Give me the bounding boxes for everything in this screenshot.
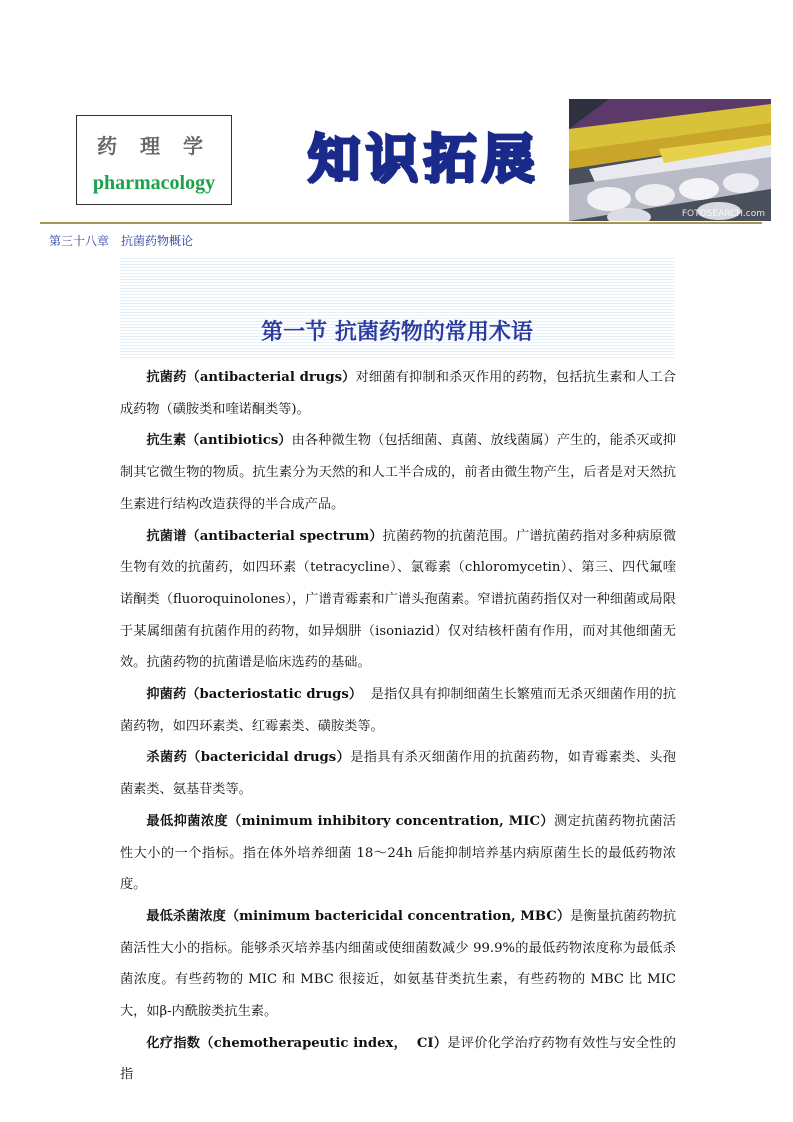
paragraph-text: 是评价化学治疗药物有效性与安全性的指 <box>120 1035 676 1083</box>
paragraph-text: 对细菌有抑制和杀灭作用的药物，包括抗生素和人工合成药物（磺胺类和喹诺酮类等)。 <box>120 370 676 417</box>
paragraph-antibacterial-spectrum <box>120 521 676 680</box>
paragraph-text: 是指仅具有抑制细菌生长繁殖而无杀灭细菌作用的抗菌药物，如四环素类、红霉素类、磺胺类等。 <box>120 687 676 734</box>
header-photo <box>569 99 771 221</box>
term-label: 最低抑菌浓度（minimum inhibitory concentration, MIC） <box>146 813 554 829</box>
paragraph-text: 抗菌药物的抗菌范围。广谱抗菌药指对多种病原微生物有效的抗菌药，如四环素（tetracycline）、氯霉素（chloromycetin）、第三、四代氟喹诺酮类（fluoroquinolones），广谱青霉素和广谱头孢菌素。窄谱抗菌药指仅对一种细菌或局限于某属细菌有抗菌作用的药物，如异烟肼（isoniazid）仅对结核杆菌有作用，而对其他细菌无效。抗菌药物的抗菌谱是临床选药的基础。 <box>120 528 677 671</box>
logo-chinese-title: 药 理 学 <box>97 134 211 158</box>
paragraph-text: 是指具有杀灭细菌作用的抗菌药物，如青霉素类、头孢菌素类、氨基苷类等。 <box>120 750 676 798</box>
section-title: 第一节 抗菌药物的常用术语 <box>261 320 533 345</box>
term-label: 抑菌药（bacteriostatic drugs） <box>146 687 363 703</box>
term-label: 抗菌谱（antibacterial spectrum） <box>146 528 383 544</box>
paragraph-mic <box>120 806 676 901</box>
paragraph-text: 由各种微生物（包括细菌、真菌、放线菌属）产生的，能杀灭或抑制其它微生物的物质。抗生素分为天然的和人工半合成的，前者由微生物产生，后者是对天然抗生素进行结构改造获得的半合成产品。 <box>120 433 676 512</box>
paragraph-mbc <box>120 901 676 1028</box>
chapter-heading: 第三十八章 抗菌药物概论 <box>49 234 194 248</box>
paragraph-bacteriostatic-drugs <box>120 679 676 742</box>
document-body <box>120 362 676 1091</box>
term-label: 化疗指数（chemotherapeutic index， CI） <box>146 1035 448 1051</box>
banner-title: 知识拓展 <box>308 130 541 190</box>
header-divider <box>40 222 762 224</box>
pills-photo-graphic <box>569 99 771 221</box>
section-title-band <box>120 258 674 360</box>
paragraph-bactericidal-drugs <box>120 742 676 805</box>
term-label: 抗菌药（antibacterial drugs） <box>146 370 356 385</box>
paragraph-text: 测定抗菌药物抗菌活性大小的一个指标。指在体外培养细菌 18～24h 后能抑制培养基内病原菌生长的最低药物浓度。 <box>120 813 676 893</box>
paragraph-antibacterial-drugs <box>120 362 676 425</box>
paragraph-antibiotics <box>120 425 676 520</box>
logo-box <box>76 115 232 205</box>
paragraph-chemotherapeutic-index <box>120 1028 676 1091</box>
photo-watermark: FOTOSEARCH.com <box>681 209 765 219</box>
paragraph-text: 是衡量抗菌药物抗菌活性大小的指标。能够杀灭培养基内细菌或使细菌数减少 99.9%的最低药物浓度称为最低杀菌浓度。有些药物的 MIC 和 MBC 很接近，如氨基苷类抗生素，有些药物的 MBC 比 MIC 大，如β-内酰胺类抗生素。 <box>120 908 677 1020</box>
logo-english-title: pharmacology <box>92 172 216 194</box>
term-label: 抗生素（antibiotics） <box>146 433 292 449</box>
term-label: 最低杀菌浓度（minimum bactericidal concentration, MBC） <box>146 908 571 924</box>
term-label: 杀菌药（bactericidal drugs） <box>146 750 351 766</box>
